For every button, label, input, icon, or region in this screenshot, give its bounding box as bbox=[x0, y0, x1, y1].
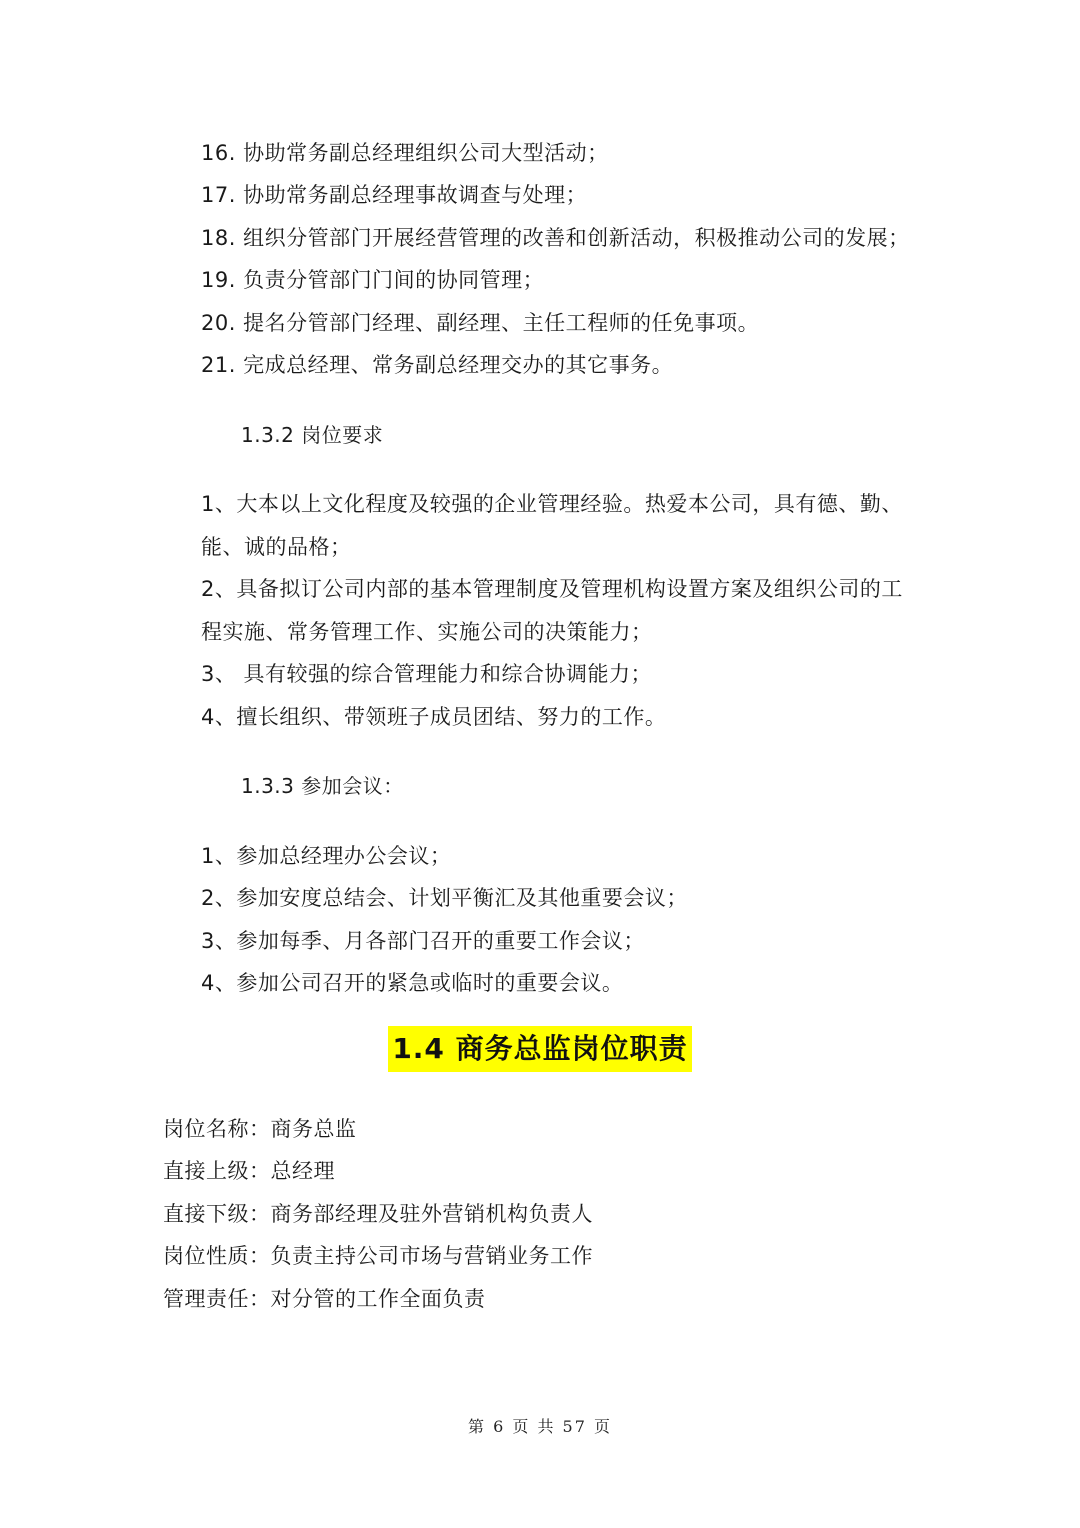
duty-item: 16. 协助常务副总经理组织公司大型活动； bbox=[201, 141, 609, 165]
position-field: 岗位性质：负责主持公司市场与营销业务工作 bbox=[163, 1244, 593, 1268]
requirement-item: 2、具备拟订公司内部的基本管理制度及管理机构设置方案及组织公司的工 bbox=[201, 577, 903, 601]
section-title-132: 1.3.2 岗位要求 bbox=[241, 423, 384, 447]
requirement-item: 3、 具有较强的综合管理能力和综合协调能力； bbox=[201, 662, 653, 686]
position-field: 直接下级：商务部经理及驻外营销机构负责人 bbox=[163, 1202, 593, 1226]
requirement-item: 4、擅长组织、带领班子成员团结、努力的工作。 bbox=[201, 705, 667, 729]
requirement-item: 能、诚的品格； bbox=[201, 535, 352, 559]
duty-item: 20. 提名分管部门经理、副经理、主任工程师的任免事项。 bbox=[201, 311, 760, 335]
duty-item: 21. 完成总经理、常务副总经理交办的其它事务。 bbox=[201, 353, 674, 377]
section-title-133: 1.3.3 参加会议： bbox=[241, 774, 404, 798]
section-heading-14: 1.4 商务总监岗位职责 bbox=[388, 1026, 691, 1072]
position-field: 管理责任：对分管的工作全面负责 bbox=[163, 1287, 486, 1311]
duty-item: 19. 负责分管部门门间的协同管理； bbox=[201, 268, 545, 292]
position-field: 直接上级：总经理 bbox=[163, 1159, 335, 1183]
section-heading-wrap bbox=[0, 1026, 1080, 1072]
requirement-item: 1、大本以上文化程度及较强的企业管理经验。热爱本公司，具有德、勤、 bbox=[201, 492, 903, 516]
duty-item: 18. 组织分管部门开展经营管理的改善和创新活动，积极推动公司的发展； bbox=[201, 226, 910, 250]
requirement-item: 程实施、常务管理工作、实施公司的决策能力； bbox=[201, 620, 653, 644]
meeting-item: 4、参加公司召开的紧急或临时的重要会议。 bbox=[201, 971, 624, 995]
page-footer: 第 6 页 共 57 页 bbox=[468, 1417, 612, 1436]
duty-item: 17. 协助常务副总经理事故调查与处理； bbox=[201, 183, 588, 207]
meeting-item: 3、参加每季、月各部门召开的重要工作会议； bbox=[201, 929, 645, 953]
meeting-item: 1、参加总经理办公会议； bbox=[201, 844, 452, 868]
meeting-item: 2、参加安度总结会、计划平衡汇及其他重要会议； bbox=[201, 886, 688, 910]
position-field: 岗位名称：商务总监 bbox=[163, 1117, 357, 1141]
